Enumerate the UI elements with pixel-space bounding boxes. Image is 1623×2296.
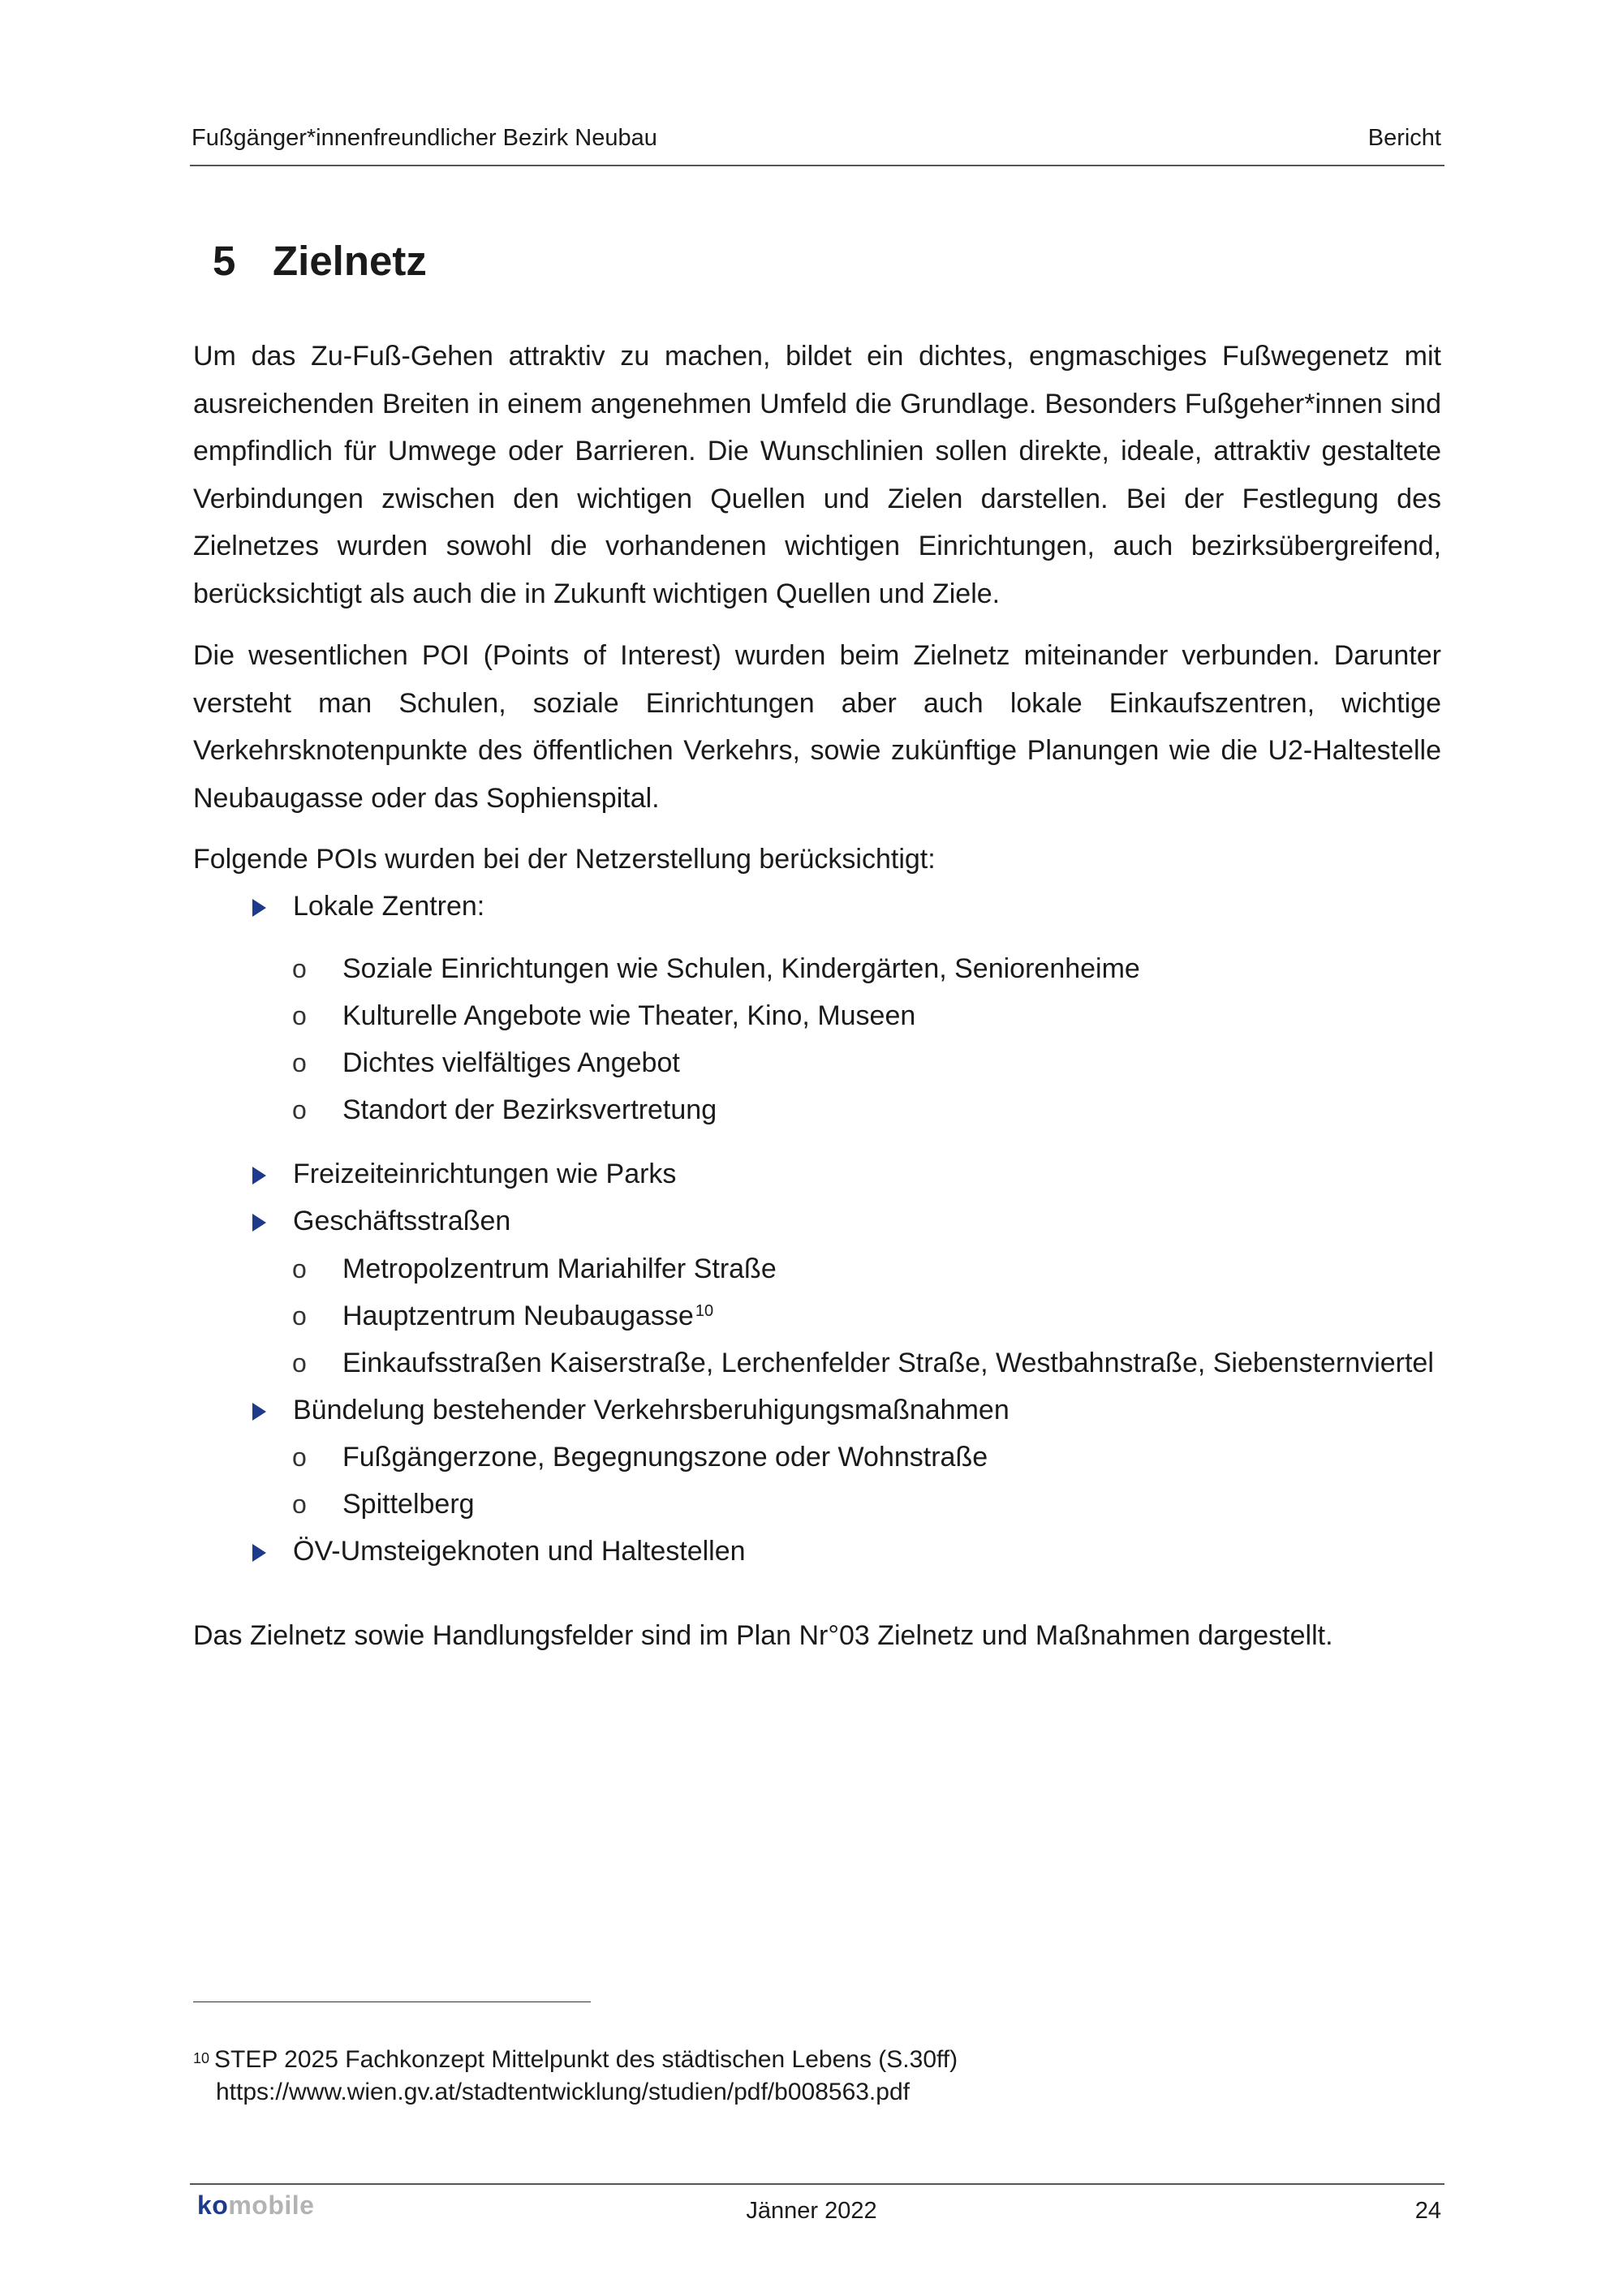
sub-list-item [292, 1481, 475, 1528]
footnote-mark: 10 [193, 2050, 210, 2066]
sub-list-item-label: Metropolzentrum Mariahilfer Straße [342, 1253, 777, 1284]
sub-list-item [292, 1039, 680, 1086]
footnote-reference[interactable]: 10 [695, 1302, 714, 1320]
triangle-bullet-icon [252, 1544, 266, 1562]
circle-bullet-icon: o [292, 1348, 307, 1378]
circle-bullet-icon: o [292, 1301, 307, 1331]
sub-list-item [292, 992, 916, 1039]
list-item-label: Lokale Zentren: [293, 891, 485, 922]
sub-list-item-label: Kulturelle Angebote wie Theater, Kino, Museen [342, 1000, 916, 1031]
list-item [293, 883, 484, 930]
footnote-divider [193, 2001, 591, 2002]
footnote-url-link[interactable]: https://www.wien.gv.at/stadtentwicklung/studien/pdf/b008563.pdf [216, 2079, 910, 2105]
list-item-label: Geschäftsstraßen [293, 1206, 511, 1236]
circle-bullet-icon: o [292, 1254, 307, 1283]
sub-list-item-label: Soziale Einrichtungen wie Schulen, Kindergärten, Seniorenheime [342, 953, 1140, 984]
paragraph-poi: Die wesentlichen POI (Points of Interest) wurden beim Zielnetz miteinander verbunden. Darunter versteht man Schulen, soziale Einrichtungen aber auch lokale Einkaufszentren, wichtige Verkehrsknotenpunkte des öffentlichen Verkehrs, sowie zukünftige Planungen wie die U2-Haltestelle Neubaugasse oder das Sophienspital. [193, 640, 1441, 814]
paragraph-closing: Das Zielnetz sowie Handlungsfelder sind im Plan Nr°03 Zielnetz und Maßnahmen dargestellt. [193, 1620, 1333, 1651]
logo-part-ko: ko [197, 2191, 229, 2220]
sub-list-item [292, 1245, 777, 1292]
sub-list-item [292, 1292, 714, 1339]
circle-bullet-icon: o [292, 1001, 307, 1030]
triangle-bullet-icon [252, 1214, 266, 1232]
list-item-label: Freizeiteinrichtungen wie Parks [293, 1159, 677, 1189]
sub-list-item-label: Hauptzentrum Neubaugasse [342, 1301, 694, 1331]
chapter-heading [213, 237, 427, 285]
sub-list-item-label: Fußgängerzone, Begegnungszone oder Wohnstraße [342, 1442, 988, 1473]
list-item [293, 1387, 1010, 1434]
logo-part-mobile: mobile [228, 2191, 315, 2220]
triangle-bullet-icon [252, 899, 266, 917]
circle-bullet-icon: o [292, 1048, 307, 1077]
footnote-text: STEP 2025 Fachkonzept Mittelpunkt des städtischen Lebens (S.30ff) [214, 2046, 958, 2073]
list-item [293, 1528, 746, 1575]
paragraph-intro: Um das Zu-Fuß-Gehen attraktiv zu machen, bildet ein dichtes, engmaschiges Fußwegenetz mit ausreichenden Breiten in einem angenehmen Umfeld die Grundlage. Besonders Fußgeher*innen sind empfindlich für Umwege oder Barrieren. Die Wunschlinien sollen direkte, ideale, attraktiv gestaltete Verbindungen zwischen den wichtigen Quellen und Zielen darstellen. Bei der Festlegung des Zielnetzes wurden sowohl die vorhandenen wichtigen Einrichtungen, auch bezirksübergreifend, berücksichtigt als auch die in Zukunft wichtigen Quellen und Ziele. [193, 341, 1441, 609]
header-divider [190, 165, 1444, 166]
chapter-number: 5 [213, 238, 236, 284]
sub-list-item-label: Spittelberg [342, 1489, 475, 1520]
paragraph-list-intro: Folgende POIs wurden bei der Netzerstellung berücksichtigt: [193, 844, 936, 875]
list-item [293, 1150, 676, 1197]
circle-bullet-icon: o [292, 954, 307, 983]
triangle-bullet-icon [252, 1403, 266, 1421]
list-item [293, 1197, 510, 1245]
page-number: 24 [1414, 2198, 1441, 2224]
list-item-label: ÖV-Umsteigeknoten und Haltestellen [293, 1536, 746, 1567]
running-header-title: Fußgänger*innenfreundlicher Bezirk Neubau [192, 125, 657, 151]
sub-list-item-label: Einkaufsstraßen Kaiserstraße, Lerchenfelder Straße, Westbahnstraße, Siebensternviertel [342, 1348, 1434, 1378]
list-item-label: Bündelung bestehender Verkehrsberuhigungsmaßnahmen [293, 1395, 1010, 1425]
sub-list-item [292, 1434, 988, 1481]
footnote [193, 2044, 958, 2109]
sub-list-item-label: Standort der Bezirksvertretung [342, 1094, 717, 1125]
circle-bullet-icon: o [292, 1490, 307, 1519]
circle-bullet-icon: o [292, 1443, 307, 1472]
sub-list-item-label: Dichtes vielfältiges Angebot [342, 1047, 680, 1078]
sub-list-item [292, 1339, 1434, 1387]
running-header-section: Bericht [1367, 125, 1441, 151]
triangle-bullet-icon [252, 1167, 266, 1185]
chapter-title: Zielnetz [273, 238, 427, 284]
sub-list-item [292, 945, 1140, 992]
footer-date: Jänner 2022 [746, 2198, 877, 2224]
footer-divider [190, 2183, 1444, 2185]
circle-bullet-icon: o [292, 1095, 307, 1124]
sub-list-item [292, 1086, 717, 1133]
